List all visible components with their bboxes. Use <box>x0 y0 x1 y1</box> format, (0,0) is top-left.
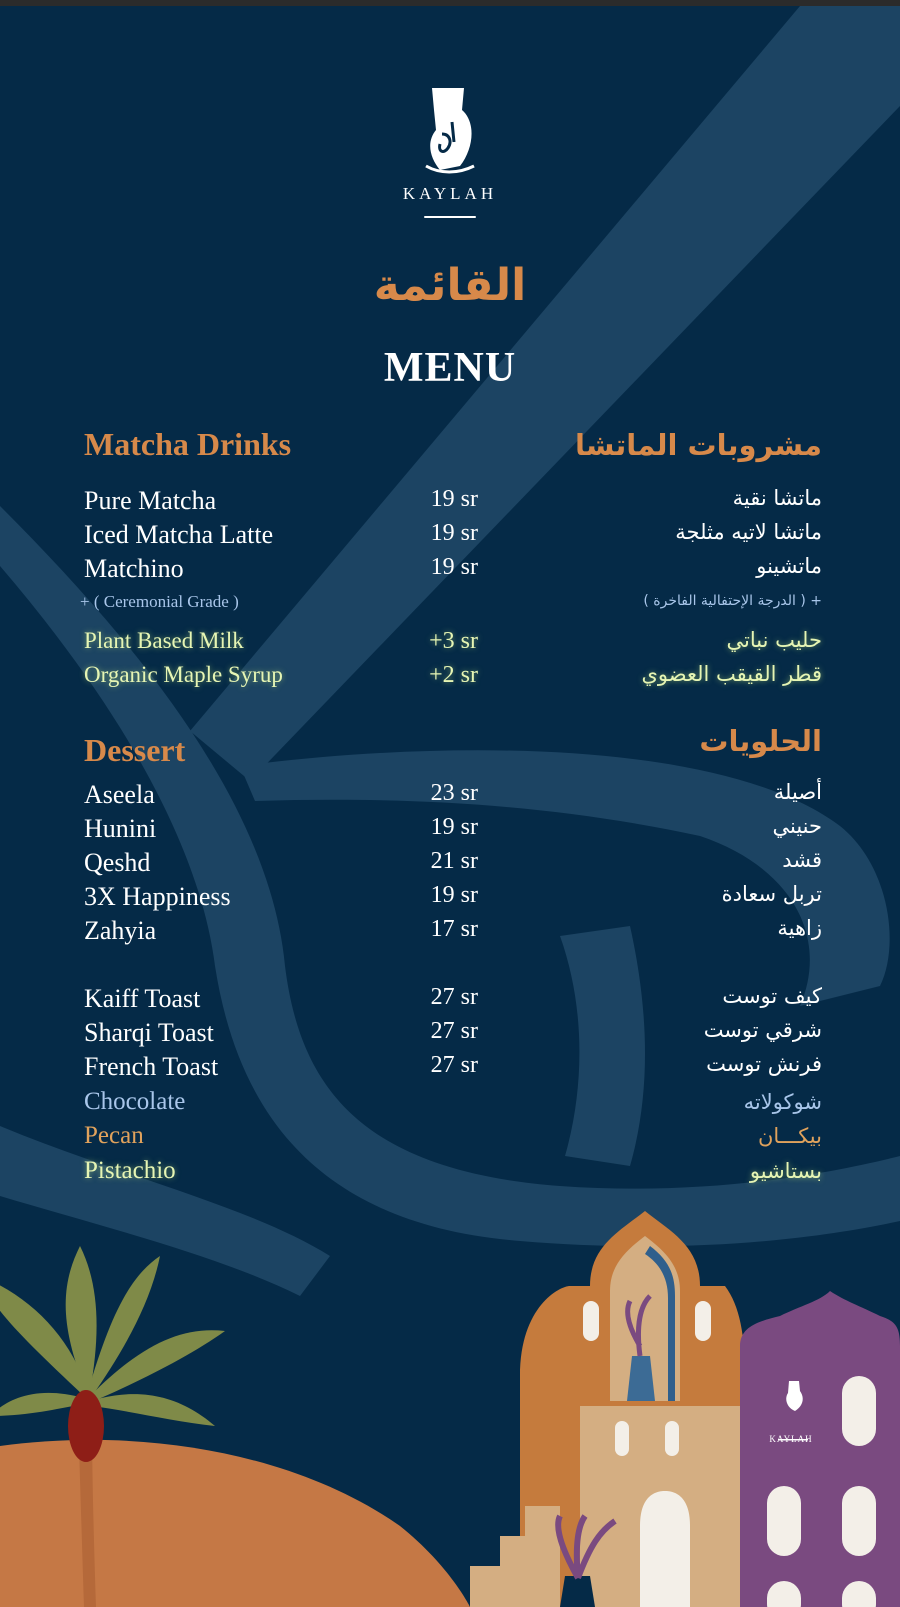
item-name: Kaiff Toast <box>84 984 201 1013</box>
arch-building <box>470 1211 750 1607</box>
item-name-arabic: ماتشا لاتيه مثلجة <box>675 520 822 544</box>
flavor-chocolate: Chocolate <box>84 1088 186 1115</box>
item-name-arabic: شرقي توست <box>703 1018 822 1042</box>
flavor-pistachio-arabic: بستاشيو <box>749 1159 822 1183</box>
addon-row <box>0 628 900 658</box>
item-name: 3X Happiness <box>84 882 231 911</box>
matcha-heading: Matcha Drinks <box>84 426 292 462</box>
menu-item-row <box>0 1018 900 1048</box>
menu-item-row <box>0 984 900 1014</box>
item-price: 19 sr <box>430 814 478 840</box>
menu-item-row <box>0 486 900 516</box>
menu-item-row <box>0 780 900 810</box>
item-name-arabic: زاهية <box>777 916 822 940</box>
purple-building <box>740 1291 900 1607</box>
item-price: 27 sr <box>430 1018 478 1044</box>
item-name: Zahyia <box>84 916 157 945</box>
menu-item-row <box>0 554 900 584</box>
brand-name: KAYLAH <box>402 184 498 203</box>
kaylah-cup-logo-icon <box>390 82 510 182</box>
item-name: Iced Matcha Latte <box>84 520 274 549</box>
item-name-arabic: قشد <box>782 848 822 872</box>
flavor-pecan-arabic: بيكـــان <box>757 1124 822 1148</box>
addon-name: Plant Based Milk <box>84 628 244 653</box>
item-name: French Toast <box>84 1052 219 1081</box>
grade-note-arabic: + ( الدرجة الإحتفالية الفاخرة ) <box>643 593 822 609</box>
dessert-heading-arabic: الحلويات <box>699 724 822 758</box>
item-name-arabic: تربل سعادة <box>721 882 822 906</box>
item-price: 19 sr <box>430 486 478 512</box>
item-price: 21 sr <box>430 848 478 874</box>
item-name: Aseela <box>84 780 155 809</box>
addon-name: Organic Maple Syrup <box>84 662 283 687</box>
item-name: Sharqi Toast <box>84 1018 214 1047</box>
brand-underline <box>424 216 476 218</box>
item-name: Matchino <box>84 554 184 583</box>
item-price: 27 sr <box>430 1052 478 1078</box>
addon-price: +2 sr <box>429 662 478 688</box>
menu-item-row <box>0 1052 900 1082</box>
menu-item-row <box>0 882 900 912</box>
addon-price: +3 sr <box>429 628 478 654</box>
flavor-pistachio: Pistachio <box>84 1157 176 1184</box>
item-name-arabic: ماتشينو <box>756 554 822 578</box>
sand-dune <box>0 1440 470 1607</box>
brand-logo <box>390 82 510 186</box>
matcha-heading-arabic: مشروبات الماتشا <box>575 428 822 462</box>
item-name-arabic: حنيني <box>772 814 822 838</box>
flavor-pecan: Pecan <box>84 1122 144 1149</box>
item-price: 19 sr <box>430 554 478 580</box>
item-price: 19 sr <box>430 882 478 908</box>
menu-item-row <box>0 848 900 878</box>
item-name-arabic: أصيلة <box>773 780 822 804</box>
grade-note: + ( Ceremonial Grade ) <box>80 592 239 611</box>
menu-item-row <box>0 520 900 550</box>
item-name-arabic: فرنش توست <box>706 1052 822 1076</box>
dessert-heading: Dessert <box>84 732 186 768</box>
item-price: 19 sr <box>430 520 478 546</box>
menu-title: MENU <box>383 345 517 391</box>
menu-item-row <box>0 814 900 844</box>
addon-name-arabic: حليب نباتي <box>726 628 822 652</box>
item-price: 27 sr <box>430 984 478 1010</box>
item-name-arabic: كيف توست <box>722 984 822 1008</box>
item-name: Qeshd <box>84 848 151 877</box>
flavor-chocolate-arabic: شوكولاته <box>743 1090 822 1114</box>
item-price: 17 sr <box>430 916 478 942</box>
addon-row <box>0 662 900 692</box>
item-name: Pure Matcha <box>84 486 217 515</box>
menu-page <box>0 6 900 1607</box>
item-name: Hunini <box>84 814 157 843</box>
item-price: 23 sr <box>430 780 478 806</box>
addon-name-arabic: قطر القيقب العضوي <box>641 662 822 686</box>
item-name-arabic: ماتشا نقية <box>732 486 822 510</box>
menu-item-row <box>0 916 900 946</box>
mini-brand-name: KAYLAH <box>769 1434 813 1444</box>
menu-title-arabic: القائمة <box>373 260 527 311</box>
